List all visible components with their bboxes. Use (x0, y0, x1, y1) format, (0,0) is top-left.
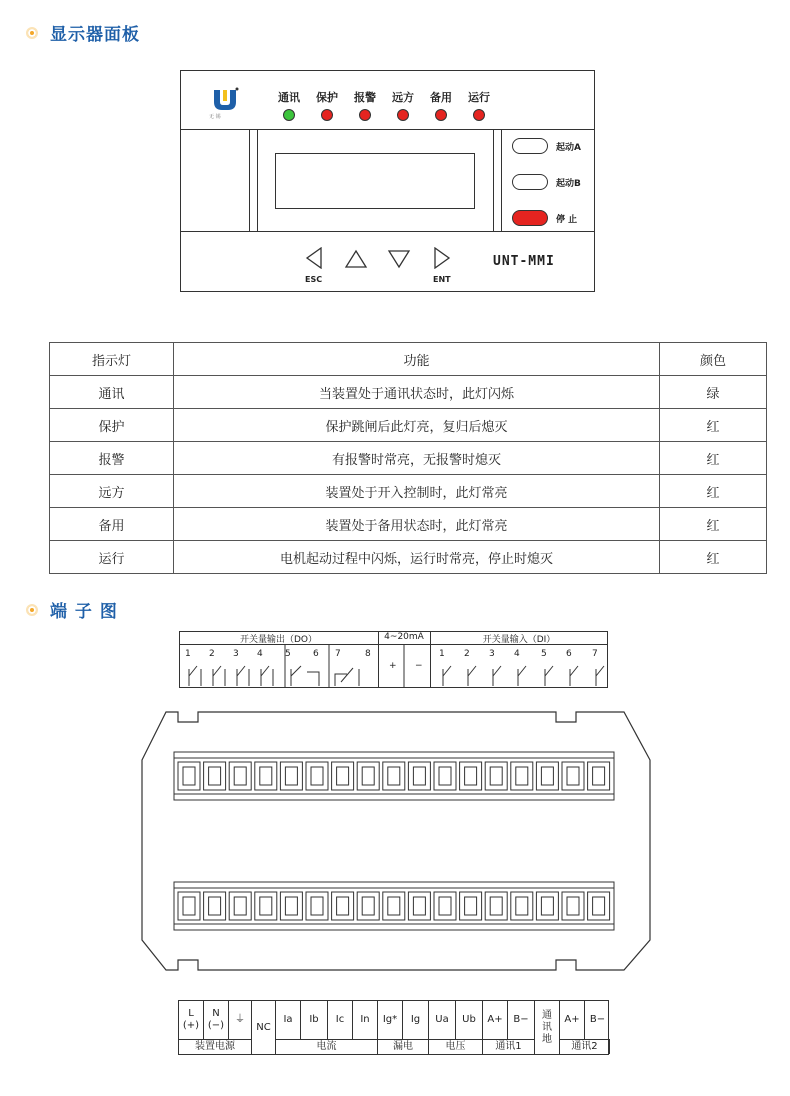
screw-terminal (562, 892, 584, 920)
screw-terminal (511, 892, 533, 920)
screw-terminal (562, 762, 584, 790)
contact-symbols (179, 644, 608, 688)
screw-terminal (204, 762, 226, 790)
screw-terminal (408, 762, 430, 790)
table-cell: 通讯 (50, 376, 174, 409)
terminal-label: L (+) (179, 1001, 204, 1039)
screw-terminal (229, 762, 251, 790)
screw-terminal (485, 762, 507, 790)
do-terminal-number: 2 (209, 649, 215, 659)
screw-terminal (357, 762, 379, 790)
terminal-label: In (353, 1001, 378, 1039)
bullet-icon (26, 27, 38, 39)
led-label: 保护 (316, 91, 338, 104)
terminal-group-label: 漏电 (378, 1039, 429, 1054)
logo-caption: 无 锡 (209, 114, 221, 120)
section-title-text: 端 子 图 (50, 602, 118, 622)
do-terminal-number: 8 (365, 649, 371, 659)
screw-terminal (178, 892, 200, 920)
screw-terminal (434, 762, 456, 790)
screw-terminal (332, 892, 354, 920)
screw-terminal (511, 762, 533, 790)
terminal-label: NC (252, 1001, 276, 1054)
table-cell: 红 (660, 541, 767, 574)
right-arrow-button[interactable] (433, 247, 451, 269)
di-terminal-number: 3 (489, 649, 495, 659)
panel-button[interactable] (512, 174, 548, 190)
do-terminal-number: 1 (185, 649, 191, 659)
di-terminal-number: 5 (541, 649, 547, 659)
panel-button[interactable] (512, 138, 548, 154)
section-title-terminal (26, 597, 118, 622)
table-cell: 运行 (50, 541, 174, 574)
table-cell: 当装置处于通讯状态时，此灯闪烁 (174, 376, 660, 409)
terminal-label: ⏚ (229, 1001, 252, 1039)
screw-terminal (306, 762, 328, 790)
screw-terminal (536, 892, 558, 920)
do-title: 开关量输出（DO） (239, 635, 317, 645)
table-header-row (50, 343, 767, 376)
screw-terminal (280, 762, 302, 790)
table-cell: 红 (660, 475, 767, 508)
terminal-group-label: 通讯2 (560, 1039, 610, 1054)
screw-terminal (383, 762, 405, 790)
section-title-display-panel (26, 20, 140, 45)
table-cell: 备用 (50, 508, 174, 541)
led-indicator (321, 109, 333, 121)
terminal-label: Ib (301, 1001, 328, 1039)
terminal-label: Ua (429, 1001, 456, 1039)
header-function: 功能 (174, 343, 660, 376)
led-indicator (435, 109, 447, 121)
ai-terminal-sign: + (389, 661, 397, 671)
terminal-label: N (−) (204, 1001, 229, 1039)
table-row (50, 409, 767, 442)
table-cell: 电机起动过程中闪烁，运行时常亮，停止时熄灭 (174, 541, 660, 574)
terminal-label: Ia (276, 1001, 301, 1039)
do-terminal-number: 3 (233, 649, 239, 659)
terminal-row-top (174, 752, 614, 800)
logo (211, 87, 239, 113)
section-title-text: 显示器面板 (50, 25, 140, 45)
screw-terminal (306, 892, 328, 920)
screw-terminal (255, 762, 277, 790)
do-terminal-number: 4 (257, 649, 263, 659)
table-cell: 报警 (50, 442, 174, 475)
terminal-label: Ic (328, 1001, 353, 1039)
terminal-row-bottom (174, 882, 614, 930)
down-arrow-button[interactable] (387, 249, 411, 269)
screw-terminal (178, 762, 200, 790)
table-row (50, 541, 767, 574)
header-indicator: 指示灯 (50, 343, 174, 376)
header-color: 颜色 (660, 343, 767, 376)
model-label: UNT-MMI (493, 254, 555, 269)
lcd-screen (275, 153, 475, 209)
panel-button-label: 起动B (556, 179, 581, 189)
table-cell: 远方 (50, 475, 174, 508)
ai-title: 4~20mA (384, 632, 424, 642)
led-indicator (283, 109, 295, 121)
panel-button[interactable] (512, 210, 548, 226)
terminal-label: Ig* (378, 1001, 403, 1039)
do-terminal-number: 6 (313, 649, 319, 659)
table-cell: 红 (660, 409, 767, 442)
panel-button-label: 停 止 (556, 215, 578, 225)
terminal-block-body (140, 710, 652, 975)
table-cell: 红 (660, 442, 767, 475)
screw-terminal (408, 892, 430, 920)
bullet-icon (26, 604, 38, 616)
indicator-table (49, 342, 767, 574)
di-terminal-number: 1 (439, 649, 445, 659)
terminal-label: B− (589, 1014, 606, 1025)
table-row (50, 442, 767, 475)
table-cell: 绿 (660, 376, 767, 409)
led-label: 通讯 (278, 91, 300, 104)
led-label: 远方 (392, 91, 414, 104)
screw-terminal (332, 762, 354, 790)
screw-terminal (588, 762, 610, 790)
esc-label: ESC (305, 275, 323, 284)
table-row (50, 376, 767, 409)
display-panel (180, 70, 595, 292)
led-indicator (359, 109, 371, 121)
screw-terminal (536, 762, 558, 790)
left-arrow-button[interactable] (305, 247, 323, 269)
screw-terminal (588, 892, 610, 920)
led-label: 报警 (354, 91, 376, 104)
top-terminal-strip (179, 631, 608, 688)
table-cell: 红 (660, 508, 767, 541)
do-terminal-number: 7 (335, 649, 341, 659)
panel-button-label: 起动A (556, 143, 581, 153)
screw-terminal (357, 892, 379, 920)
terminal-label: Ub (456, 1001, 483, 1039)
di-terminal-number: 4 (514, 649, 520, 659)
led-label: 运行 (468, 91, 490, 104)
terminal-label: Ig (403, 1001, 429, 1039)
screw-terminal (280, 892, 302, 920)
do-terminal-number: 5 (285, 649, 291, 659)
screw-terminal (383, 892, 405, 920)
terminal-label: A+ (483, 1001, 508, 1039)
di-terminal-number: 6 (566, 649, 572, 659)
terminal-label: 通 讯 地 (535, 1001, 560, 1054)
bottom-terminal-strip (178, 1000, 609, 1055)
terminal-group-label: 电流 (276, 1039, 378, 1054)
screw-terminal (485, 892, 507, 920)
terminal-label: A+ (560, 1001, 585, 1039)
di-title: 开关量输入（DI） (482, 635, 556, 645)
screw-terminal (434, 892, 456, 920)
screw-terminal (229, 892, 251, 920)
table-cell: 装置处于开入控制时，此灯常亮 (174, 475, 660, 508)
table-cell: 保护跳闸后此灯亮，复归后熄灭 (174, 409, 660, 442)
led-label: 备用 (430, 91, 452, 104)
di-terminal-number: 7 (592, 649, 598, 659)
table-row (50, 508, 767, 541)
led-indicator (473, 109, 485, 121)
terminal-group-label: 通讯1 (483, 1039, 535, 1054)
terminal-label: B− (508, 1001, 535, 1039)
table-row (50, 475, 767, 508)
led-indicator (397, 109, 409, 121)
up-arrow-button[interactable] (344, 249, 368, 269)
screw-terminal (460, 892, 482, 920)
screw-terminal (460, 762, 482, 790)
di-terminal-number: 2 (464, 649, 470, 659)
terminal-group-label: 电压 (429, 1039, 483, 1054)
table-cell: 保护 (50, 409, 174, 442)
screw-terminal (255, 892, 277, 920)
table-cell: 装置处于备用状态时，此灯常亮 (174, 508, 660, 541)
terminal-group-label: 装置电源 (179, 1039, 252, 1054)
screw-terminal (204, 892, 226, 920)
ent-label: ENT (433, 275, 451, 284)
table-cell: 有报警时常亮，无报警时熄灭 (174, 442, 660, 475)
ai-terminal-sign: − (415, 661, 423, 671)
